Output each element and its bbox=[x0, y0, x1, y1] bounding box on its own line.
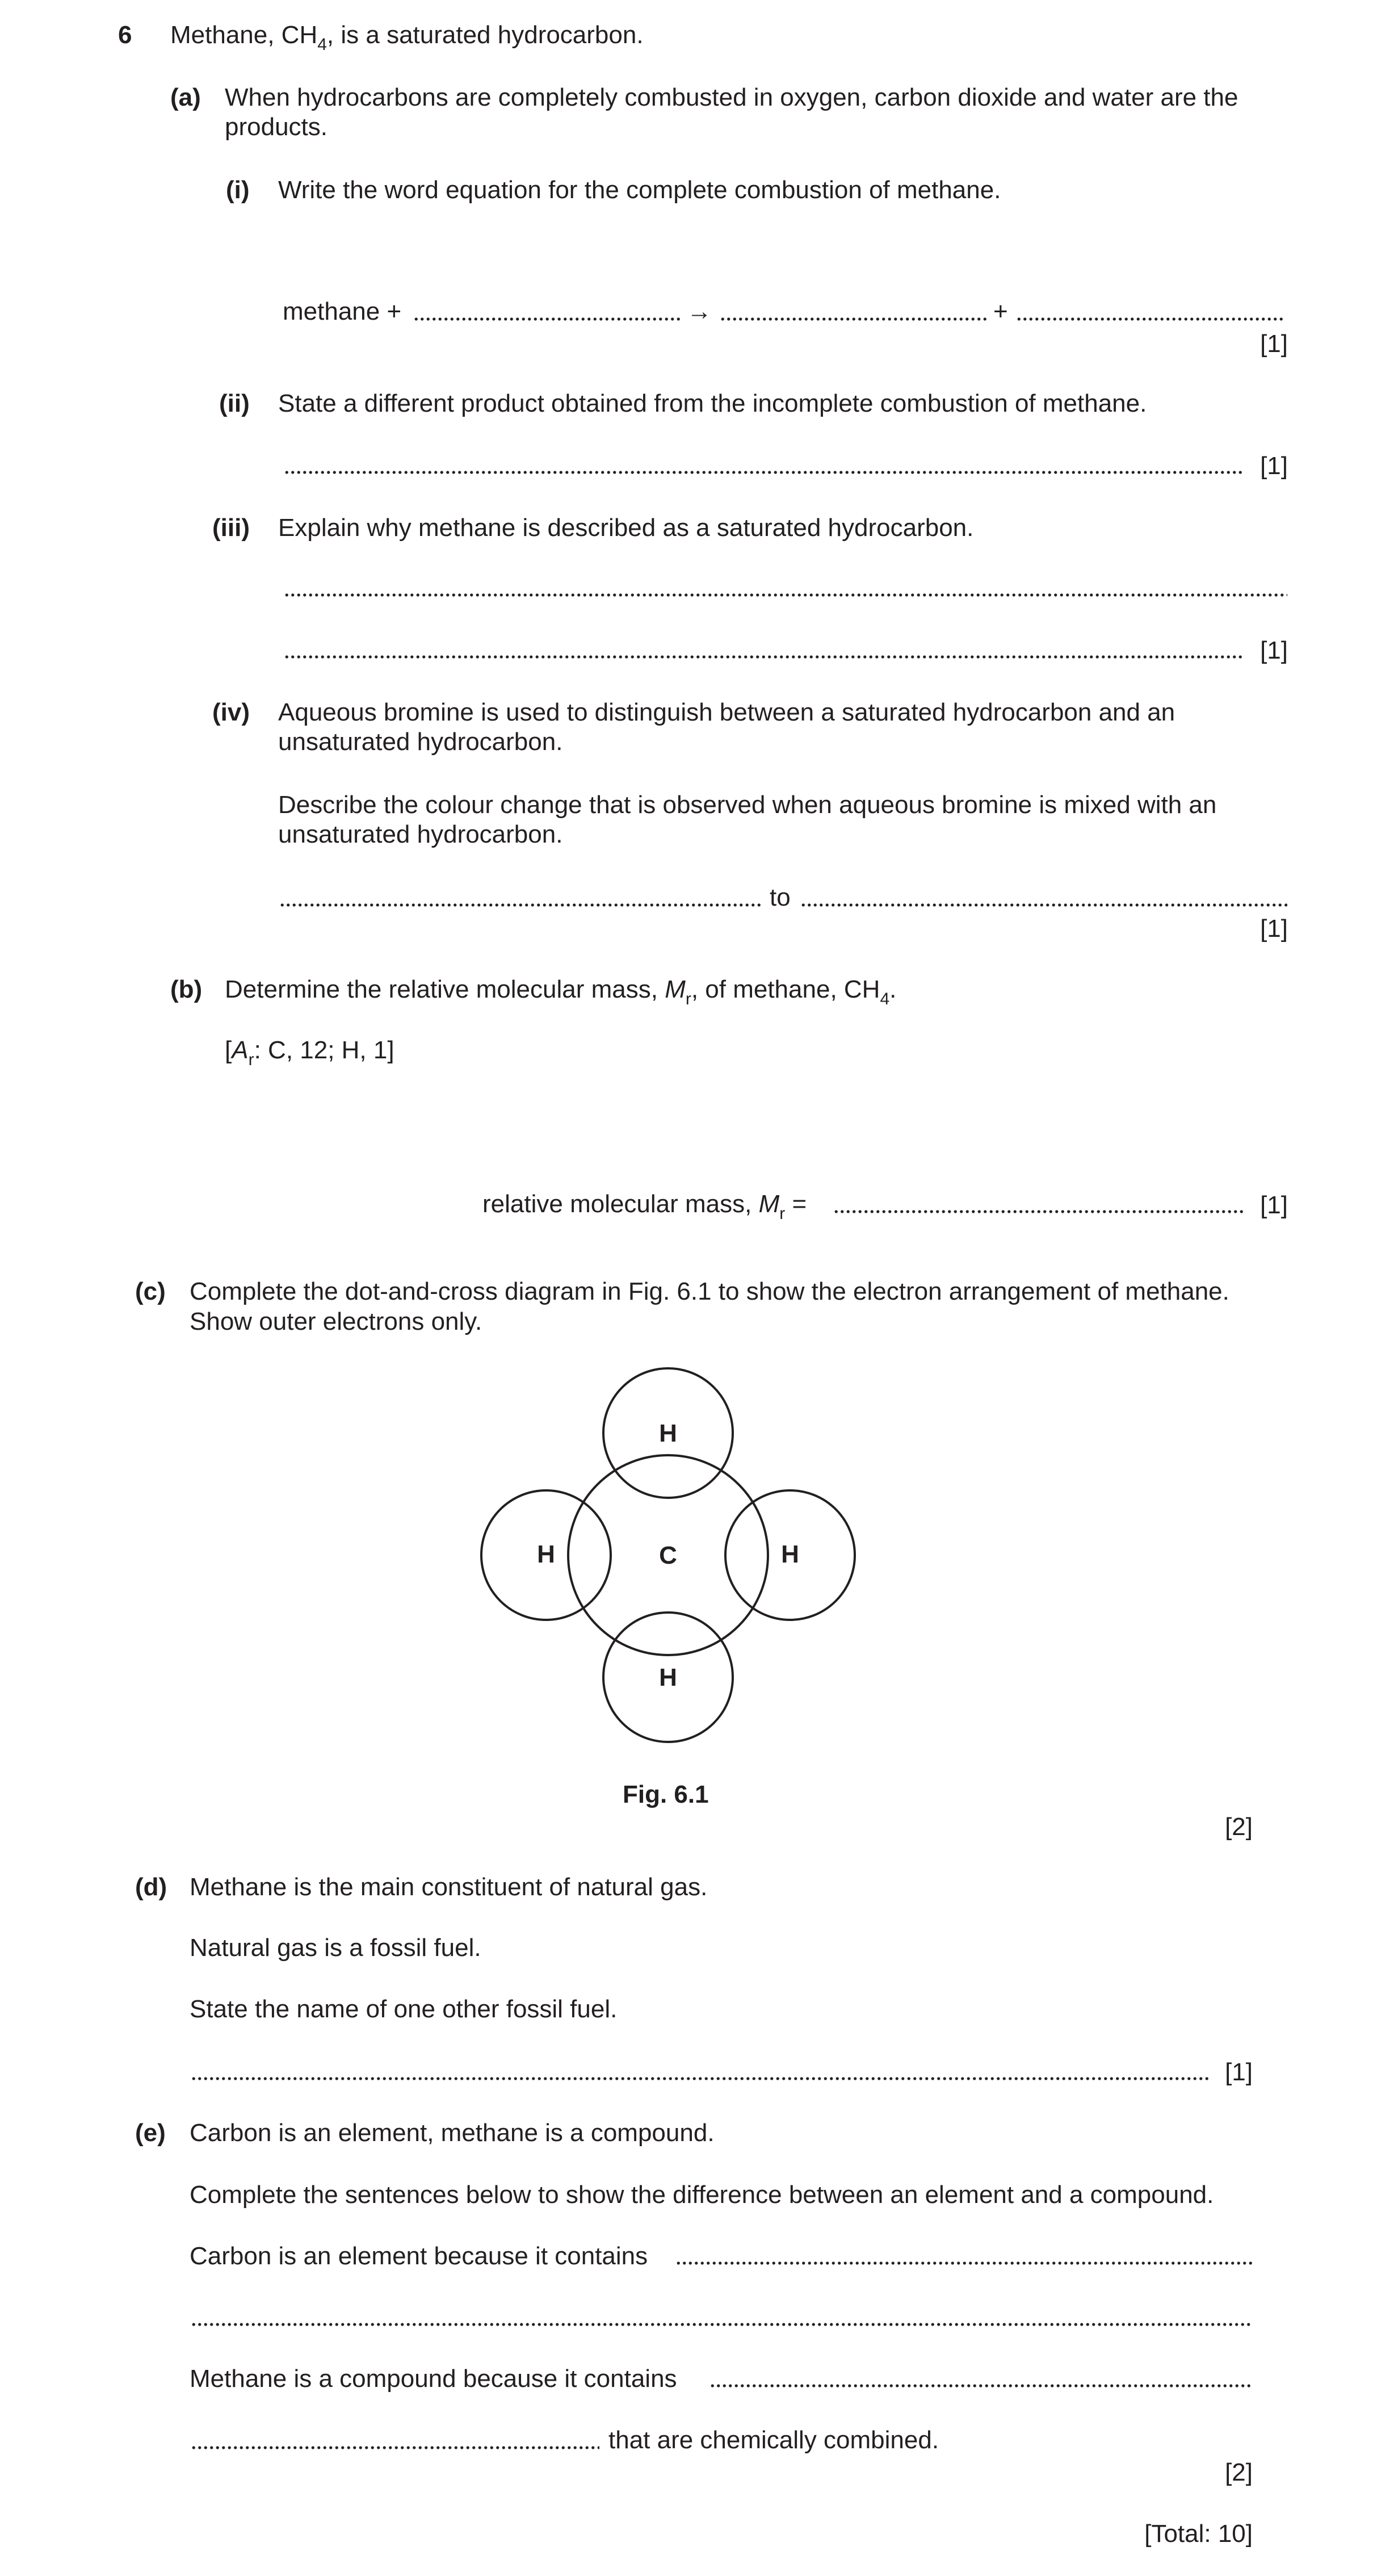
part-a-ii-label: (ii) bbox=[219, 389, 250, 417]
part-d-label: (d) bbox=[135, 1873, 167, 1901]
mark-b: [1] bbox=[1260, 1191, 1288, 1219]
part-e-line1: Carbon is an element, methane is a compound. bbox=[190, 2119, 715, 2147]
answer-line-d[interactable] bbox=[191, 2076, 1210, 2081]
part-d-line1: Methane is the main constituent of natural gas. bbox=[190, 1873, 708, 1901]
question-number: 6 bbox=[118, 21, 132, 49]
part-e-label: (e) bbox=[135, 2119, 166, 2147]
hydrogen-symbol-bottom: H bbox=[659, 1664, 677, 1691]
part-a-i-label: (i) bbox=[226, 176, 250, 204]
hydrogen-symbol-top: H bbox=[659, 1419, 677, 1447]
mark-a-iv: [1] bbox=[1260, 915, 1288, 943]
hydrogen-symbol-left: H bbox=[537, 1540, 555, 1568]
part-c-line1: Complete the dot-and-cross diagram in Fig. 6.1 to show the electron arrangement of methane. bbox=[190, 1277, 1229, 1305]
element-sentence: Carbon is an element because it contains bbox=[190, 2242, 648, 2270]
part-d-line2: Natural gas is a fossil fuel. bbox=[190, 1934, 481, 1962]
mark-a-i: [1] bbox=[1260, 330, 1288, 358]
question-stem: Methane, $CH_4$, is a saturated hydrocarbon. bbox=[170, 21, 644, 54]
hydrogen-symbol-right: H bbox=[781, 1540, 799, 1568]
part-a-ii-text: State a different product obtained from the incomplete combustion of methane. bbox=[278, 389, 1147, 417]
part-a-iv-line1: Aqueous bromine is used to distinguish between a saturated hydrocarbon and an bbox=[278, 698, 1175, 726]
compound-sentence: Methane is a compound because it contains bbox=[190, 2365, 677, 2393]
colour-to-word: to bbox=[770, 883, 791, 911]
part-e-line2: Complete the sentences below to show the difference between an element and a compound. bbox=[190, 2181, 1214, 2209]
part-a-i-text: Write the word equation for the complete combustion of methane. bbox=[278, 176, 1001, 204]
answer-line-e-element-1[interactable] bbox=[675, 2261, 1252, 2265]
part-b-text: Determine the relative molecular mass, $M_r$, of methane, $CH_4$. bbox=[225, 975, 897, 1008]
part-a-iv-line4: unsaturated hydrocarbon. bbox=[278, 820, 563, 848]
equation-plus: + bbox=[993, 298, 1008, 325]
mark-d: [1] bbox=[1225, 2058, 1253, 2086]
part-c-line2: Show outer electrons only. bbox=[190, 1308, 482, 1335]
mark-a-ii: [1] bbox=[1260, 452, 1288, 480]
compound-sentence-end: that are chemically combined. bbox=[608, 2426, 939, 2454]
answer-line-e-compound-1[interactable] bbox=[709, 2384, 1252, 2388]
mr-answer-label: relative molecular mass, $M_r$ = bbox=[482, 1190, 807, 1223]
part-a-iii-label: (iii) bbox=[212, 514, 250, 542]
total-marks: [Total: 10] bbox=[1144, 2520, 1253, 2548]
relative-atomic-masses: [$A_r$: C, 12; H, 1] bbox=[225, 1036, 394, 1069]
part-a-label: (a) bbox=[170, 83, 201, 111]
part-a-line1: When hydrocarbons are completely combusted in oxygen, carbon dioxide and water are the bbox=[225, 83, 1238, 111]
equation-arrow: → bbox=[687, 298, 712, 325]
part-a-line2: products. bbox=[225, 113, 327, 141]
answer-line-e-compound-2[interactable] bbox=[191, 2445, 599, 2450]
part-a-iv-line2: unsaturated hydrocarbon. bbox=[278, 728, 563, 756]
carbon-symbol: C bbox=[659, 1542, 677, 1569]
part-a-iv-label: (iv) bbox=[212, 698, 250, 726]
mark-a-iii: [1] bbox=[1260, 636, 1288, 664]
part-d-line3: State the name of one other fossil fuel. bbox=[190, 1995, 618, 2023]
equation-methane: methane + bbox=[283, 298, 402, 325]
answer-line-e-element-2[interactable] bbox=[191, 2322, 1252, 2327]
mark-c: [2] bbox=[1225, 1813, 1253, 1841]
part-a-iv-line3: Describe the colour change that is observed when aqueous bromine is mixed with an bbox=[278, 791, 1217, 819]
figure-caption: Fig. 6.1 bbox=[623, 1781, 709, 1808]
part-b-label: (b) bbox=[170, 975, 203, 1003]
mark-e: [2] bbox=[1225, 2458, 1253, 2486]
part-c-label: (c) bbox=[135, 1277, 166, 1305]
part-a-iii-text: Explain why methane is described as a saturated hydrocarbon. bbox=[278, 514, 974, 542]
